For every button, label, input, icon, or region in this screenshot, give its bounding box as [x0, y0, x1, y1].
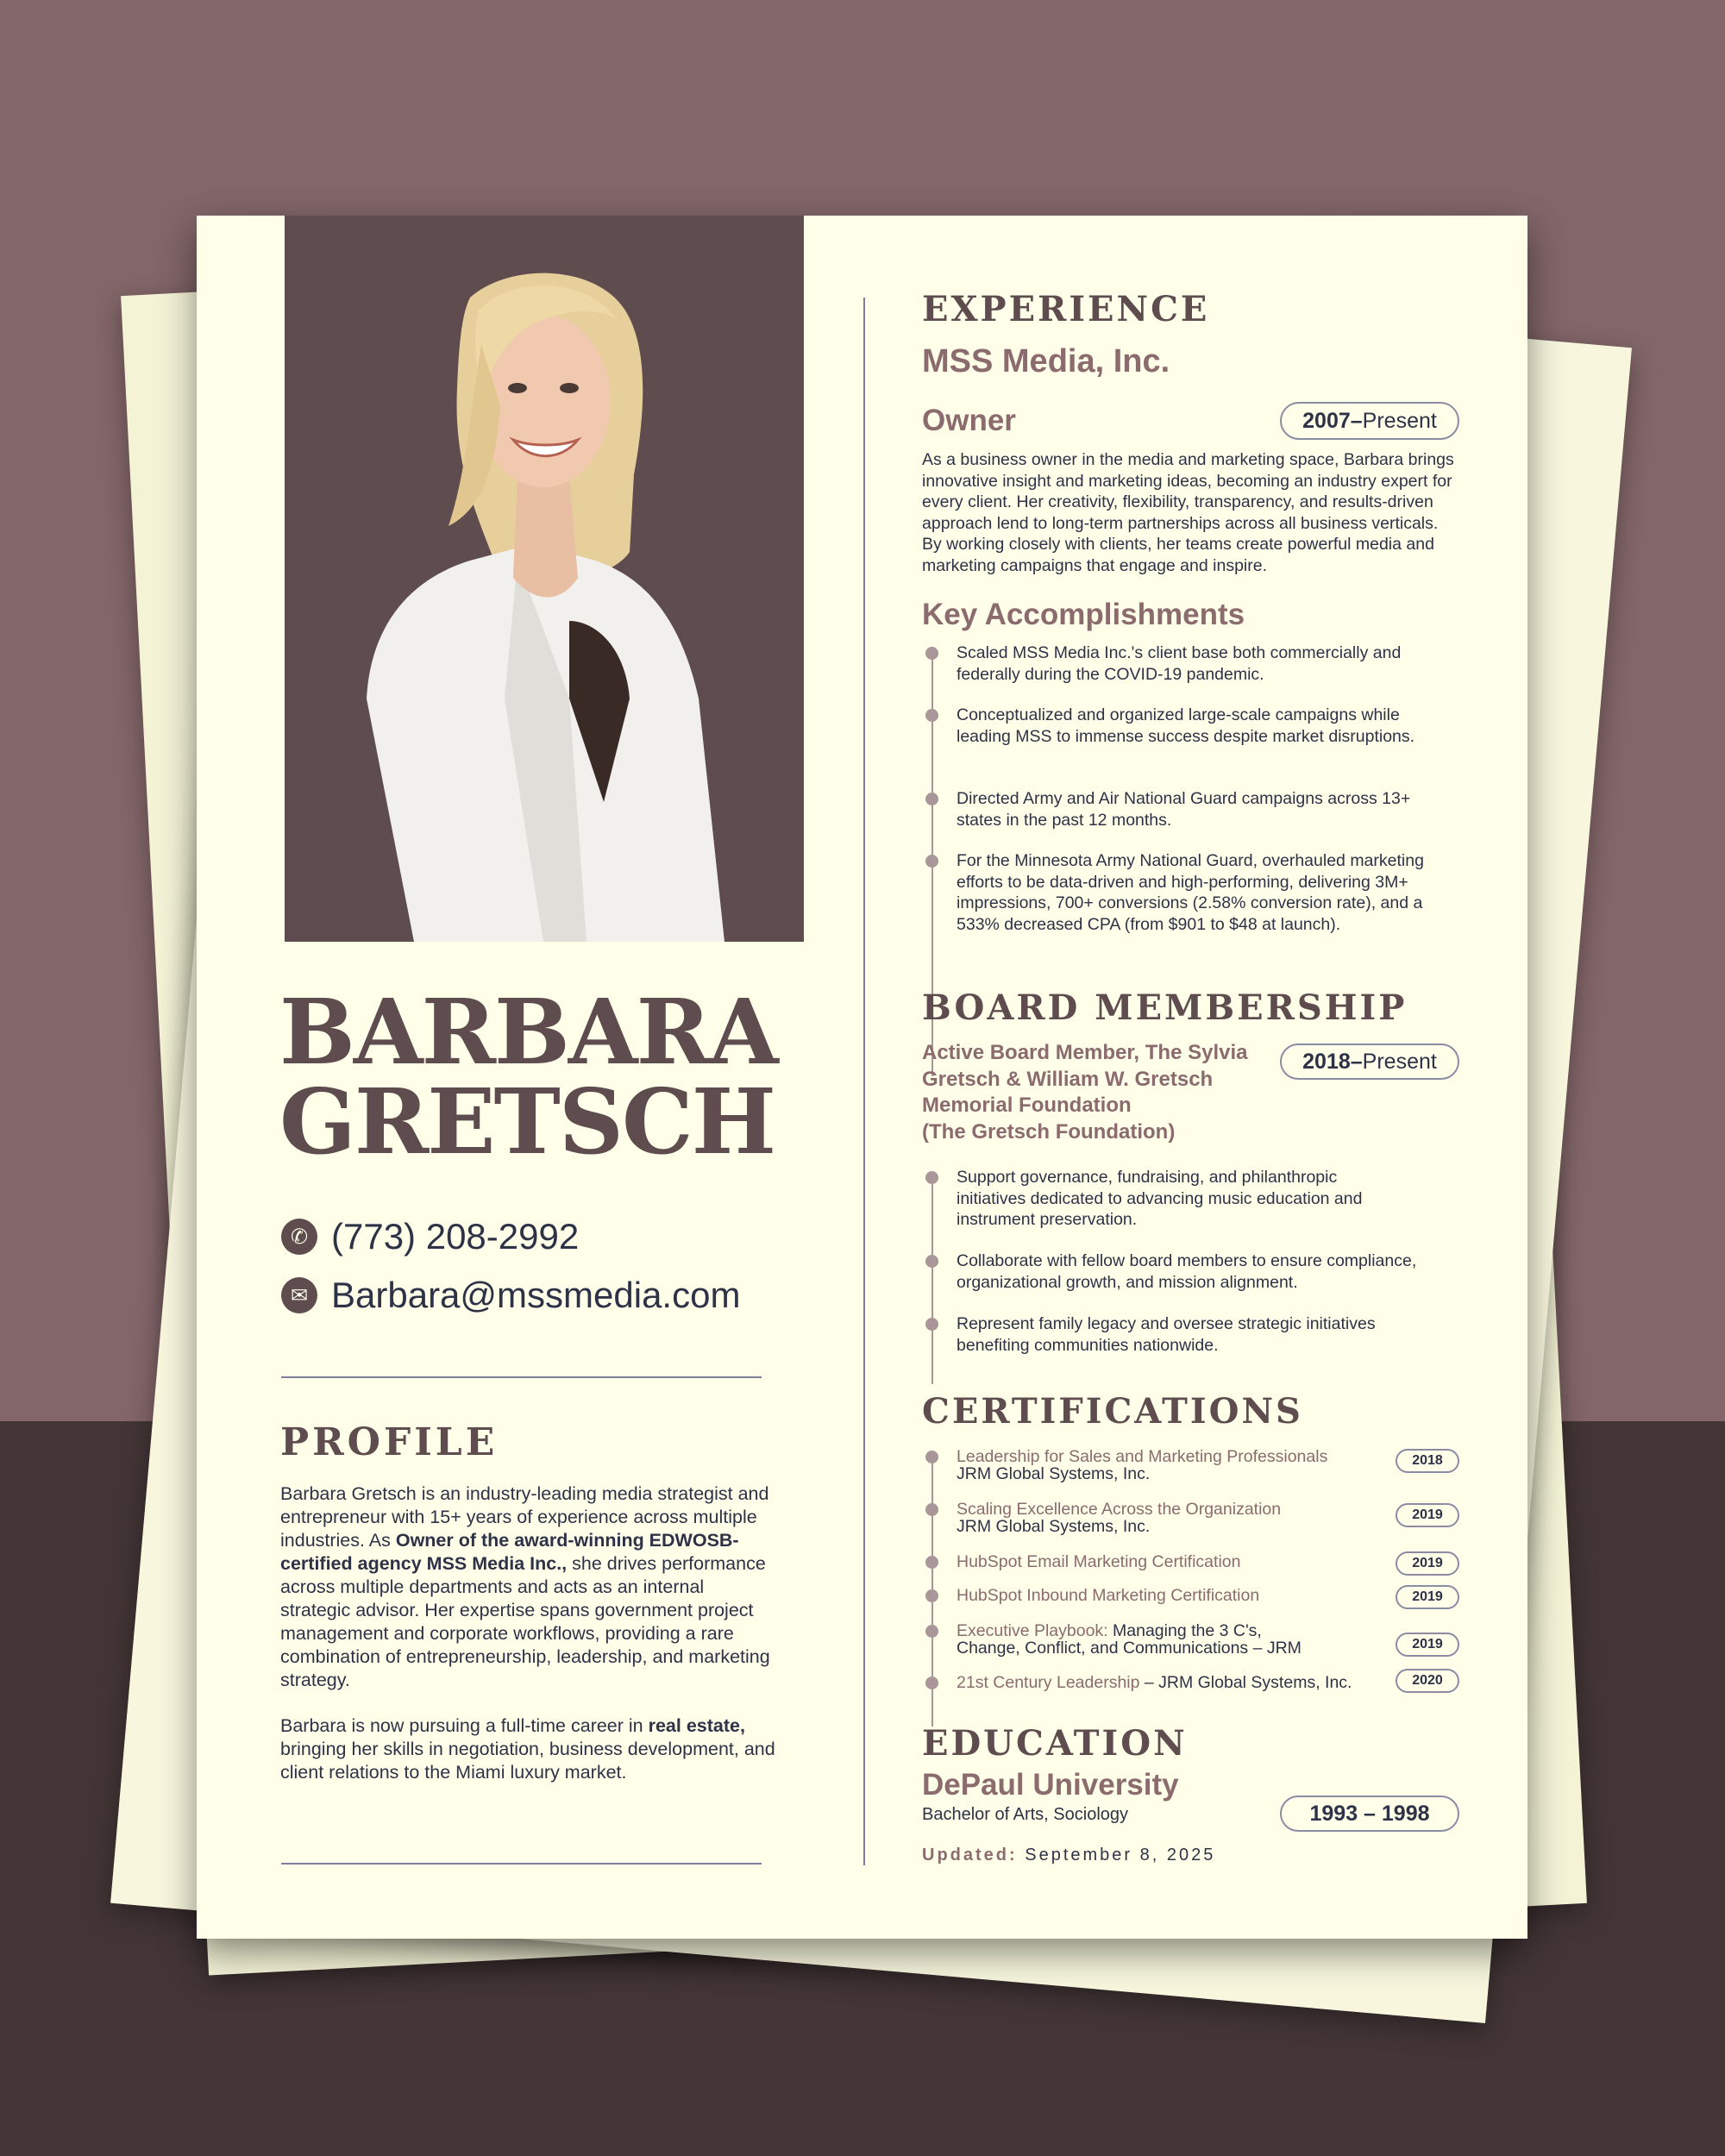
list-item: Collaborate with fellow board members to ensure compliance, organizational growth, and mission alignment.	[957, 1251, 1417, 1292]
school-name: DePaul University	[922, 1768, 1179, 1802]
date-badge: 1993 – 1998	[1280, 1796, 1459, 1832]
list-item: Directed Army and Air National Guard campaigns across 13+ states in the past 12 months.	[957, 789, 1411, 830]
bullet-dot	[925, 1589, 938, 1602]
education-heading: EDUCATION	[922, 1723, 1188, 1764]
list-item: Support governance, fundraising, and philanthropic initiatives dedicated to advancing music education and instrument preservation.	[957, 1168, 1363, 1229]
year-badge: 2019	[1396, 1633, 1459, 1657]
year-badge: 2018	[1396, 1449, 1459, 1473]
degree: Bachelor of Arts, Sociology	[922, 1805, 1129, 1824]
certification-item: HubSpot Inbound Marketing Certification	[957, 1586, 1260, 1605]
board-heading: BOARD MEMBERSHIP	[922, 987, 1408, 1028]
column-divider	[863, 298, 865, 1865]
profile-heading: PROFILE	[280, 1420, 499, 1464]
certification-item: Executive Playbook: Managing the 3 C's, Change, Conflict, and Communications – JRM	[957, 1621, 1302, 1658]
accomplishments-heading: Key Accomplishments	[922, 598, 1245, 631]
bullet-dot	[925, 1255, 938, 1268]
date-badge: 2018 – Present	[1280, 1044, 1459, 1080]
certifications-heading: CERTIFICATIONS	[922, 1391, 1303, 1432]
profile-paragraph: Barbara Gretsch is an industry-leading media strategist and entrepreneur with 15+ years of experience across multiple industries. As Owner of the award-winning EDWOSB-certified agency MSS Media Inc., she drives performance across multiple departments and acts as an internal strategic advisor. Her expertise spans government project management and corporate workflows, providing a rare combination of entrepreneurship, leadership, and marketing strategy.	[280, 1483, 770, 1690]
certification-item: Scaling Excellence Across the Organization JRM Global Systems, Inc.	[957, 1500, 1282, 1536]
email-row	[281, 1275, 740, 1316]
bullet-dot	[925, 1503, 938, 1516]
job-title: Owner	[922, 404, 1016, 437]
experience-heading: EXPERIENCE	[922, 289, 1210, 329]
certification-item: Leadership for Sales and Marketing Professionals JRM Global Systems, Inc.	[957, 1447, 1328, 1483]
bullet-dot	[925, 1677, 938, 1689]
phone-number[interactable]: (773) 208-2992	[331, 1216, 580, 1257]
certification-item: HubSpot Email Marketing Certification	[957, 1552, 1241, 1571]
profile-paragraph: Barbara is now pursuing a full-time career in real estate, bringing her skills in negotiation, business development, and client relations to the Miami luxury market.	[280, 1715, 775, 1783]
bullet-dot	[925, 793, 938, 805]
bullet-dot	[925, 1625, 938, 1638]
company-name: MSS Media, Inc.	[922, 343, 1170, 379]
list-item: Conceptualized and organized large-scale campaigns while leading MSS to immense success despite market disruptions.	[957, 705, 1415, 746]
experience-description: As a business owner in the media and marketing space, Barbara brings innovative insight and marketing ideas, becoming an industry expert for every client. Her creativity, flexibility, transparency, and results-driven approach lend to long-term partnerships across all business verticals. By working closely with clients, her teams create powerful media and marketing campaigns that engage and inspire.	[922, 450, 1454, 575]
first-name: BARBARA	[279, 979, 777, 1085]
certification-item: 21st Century Leadership – JRM Global Systems, Inc.	[957, 1673, 1352, 1692]
phone-row	[281, 1216, 579, 1257]
divider	[281, 1376, 762, 1378]
bullet-dot	[925, 1318, 938, 1331]
bullet-dot	[925, 855, 938, 868]
list-item: Scaled MSS Media Inc.'s client base both commercially and federally during the COVID-19 pandemic.	[957, 643, 1402, 684]
bullet-dot	[925, 647, 938, 660]
last-name: GRETSCH	[279, 1069, 775, 1175]
board-title: Active Board Member, The Sylvia Gretsch & William W. Gretsch Memorial Foundation (The Gretsch Foundation)	[922, 1041, 1248, 1144]
envelope-icon: ✉	[281, 1277, 317, 1313]
date-badge: 2007 – Present	[1280, 402, 1459, 440]
email-address[interactable]: Barbara@mssmedia.com	[331, 1275, 741, 1315]
resume-page	[197, 216, 1527, 1939]
phone-icon: ✆	[281, 1219, 317, 1255]
year-badge: 2020	[1396, 1669, 1459, 1693]
profile-photo	[285, 216, 804, 942]
list-item: For the Minnesota Army National Guard, overhauled marketing efforts to be data-driven and high-performing, delivering 3M+ impressions, 700+ conversions (2.58% conversion rate), and a 533% decreased CPA (from $901 to $48 at launch).	[957, 851, 1424, 934]
full-name	[279, 979, 777, 1175]
list-item: Represent family legacy and oversee strategic initiatives benefiting communities nationwide.	[957, 1314, 1376, 1355]
updated-date: Updated: September 8, 2025	[922, 1846, 1216, 1865]
timeline-line	[932, 1177, 933, 1384]
divider	[281, 1863, 762, 1865]
bullet-dot	[925, 709, 938, 722]
year-badge: 2019	[1396, 1585, 1459, 1609]
bullet-dot	[925, 1451, 938, 1463]
bullet-dot	[925, 1556, 938, 1569]
bullet-dot	[925, 1171, 938, 1184]
year-badge: 2019	[1396, 1503, 1459, 1527]
year-badge: 2019	[1396, 1551, 1459, 1576]
